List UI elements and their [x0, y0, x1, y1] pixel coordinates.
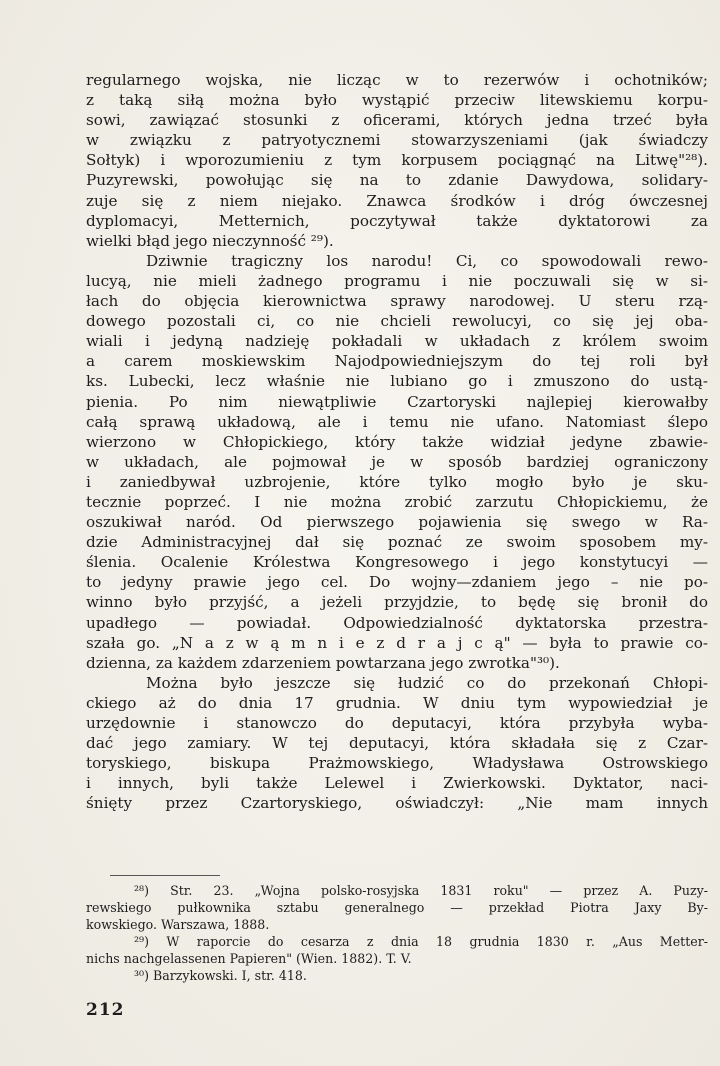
text-line: szała go. „N a z w ą m n i e z d r a j c ą" — była to prawie co- [86, 633, 708, 652]
text-line: wiali i jedyną nadzieję pokładali w układach z królem swoim [86, 332, 708, 351]
text-line: ckiego aż do dnia 17 grudnia. W dniu tym wypowiedział je [86, 693, 708, 712]
footnote-line: ²⁸) Str. 23. „Wojna polsko-rosyjska 1831 roku" — przez A. Puzy- [134, 883, 708, 898]
text-line: w związku z patryotycznemi stowarzyszeniami (jak świadczy [86, 131, 708, 150]
footnote-line: kowskiego. Warszawa, 1888. [86, 917, 270, 932]
text-line: lucyą, nie mieli żadnego programu i nie poczuwali się w si- [86, 271, 708, 290]
text-line: łach do objęcia kierownictwa sprawy narodowej. U steru rzą- [86, 292, 708, 311]
text-line: tecznie poprzeć. I nie można zrobić zarzutu Chłopickiemu, że [86, 492, 708, 511]
text-line: pienia. Po nim niewątpliwie Czartoryski najlepiej kierowałby [86, 392, 708, 411]
page-number: 212 [86, 1000, 125, 1020]
text-line: całą sprawą układową, ale i temu nie ufano. Natomiast ślepo [86, 412, 708, 431]
text-line: urzędownie i stanowczo do deputacyi, która przybyła wyba- [86, 714, 708, 732]
text-line: toryskiego, biskupa Prażmowskiego, Władysława Ostrowskiego [86, 754, 708, 773]
text-line: to jedyny prawie jego cel. Do wojny—zdaniem jego – nie po- [86, 573, 708, 592]
text-line: upadłego — powiadał. Odpowiedzialność dyktatorska przestra- [86, 613, 708, 632]
text-line: Dziwnie tragiczny los narodu! Ci, co spowodowali rewo- [146, 251, 708, 270]
footnote-line: rewskiego pułkownika sztabu generalnego — przekład Piotra Jaxy By- [86, 900, 708, 915]
text-line: wielki błąd jego nieczynność ²⁹). [86, 231, 334, 250]
text-line: ks. Lubecki, lecz właśnie nie lubiano go i zmuszono do ustą- [86, 372, 708, 391]
footnotes [86, 882, 708, 984]
text-line: Można było jeszcze się łudzić co do przekonań Chłopi- [146, 673, 708, 692]
text-line: dzie Administracyjnej dał się poznać ze swoim sposobem my- [86, 533, 708, 552]
text-line: i zaniedbywał uzbrojenie, które tylko mogło było je sku- [86, 472, 708, 491]
text-line: w układach, ale pojmował je w sposób bardziej ograniczony [86, 452, 708, 471]
text-line: wierzono w Chłopickiego, który także widział jedyne zbawie- [86, 432, 708, 451]
text-line: śnięty przez Czartoryskiego, oświadczył: „Nie mam innych [86, 794, 708, 813]
main-text [86, 70, 708, 813]
text-line: a carem moskiewskim Najodpowiedniejszym do tej roli był [86, 352, 708, 371]
text-line: dowego pozostali ci, co nie chcieli rewolucyi, co się jej oba- [86, 312, 708, 331]
text-line: regularnego wojska, nie licząc w to rezerwów i ochotników; [86, 71, 708, 89]
text-line: zuje się z niem niejako. Znawca środków i dróg ówczesnej [86, 191, 708, 210]
text-line: Sołtyk) i wporozumieniu z tym korpusem pociągnąć na Litwę"²⁸). [86, 151, 708, 170]
text-line: ślenia. Ocalenie Królestwa Kongresowego i jego konstytucyi — [86, 553, 708, 572]
text-line: sowi, zawiązać stosunki z oficerami, których jedna trzeć była [86, 111, 708, 130]
footnote-divider [110, 875, 220, 876]
text-line: Puzyrewski, powołując się na to zdanie Dawydowa, solidary- [86, 171, 708, 190]
footnote-line: nichs nachgelassenen Papieren" (Wien. 1882). T. V. [86, 951, 412, 966]
text-line: z taką siłą można było wystąpić przeciw litewskiemu korpu- [86, 91, 708, 110]
text-line: oszukiwał naród. Od pierwszego pojawienia się swego w Ra- [86, 513, 708, 532]
text-line: dać jego zamiary. W tej deputacyi, która składała się z Czar- [86, 734, 708, 753]
text-line: dyplomacyi, Metternich, poczytywał także dyktatorowi za [86, 211, 708, 230]
text-line: i innych, byli także Lelewel i Zwierkowski. Dyktator, naci- [86, 774, 708, 793]
text-line: dzienna, za każdem zdarzeniem powtarzana jego zwrotka"³⁰). [86, 653, 560, 672]
footnote-line: ³⁰) Barzykowski. I, str. 418. [134, 968, 307, 983]
footnote-line: ²⁹) W raporcie do cesarza z dnia 18 grudnia 1830 r. „Aus Metter- [134, 934, 708, 949]
text-line: winno było przyjść, a jeżeli przyjdzie, to będę się bronił do [86, 593, 708, 612]
